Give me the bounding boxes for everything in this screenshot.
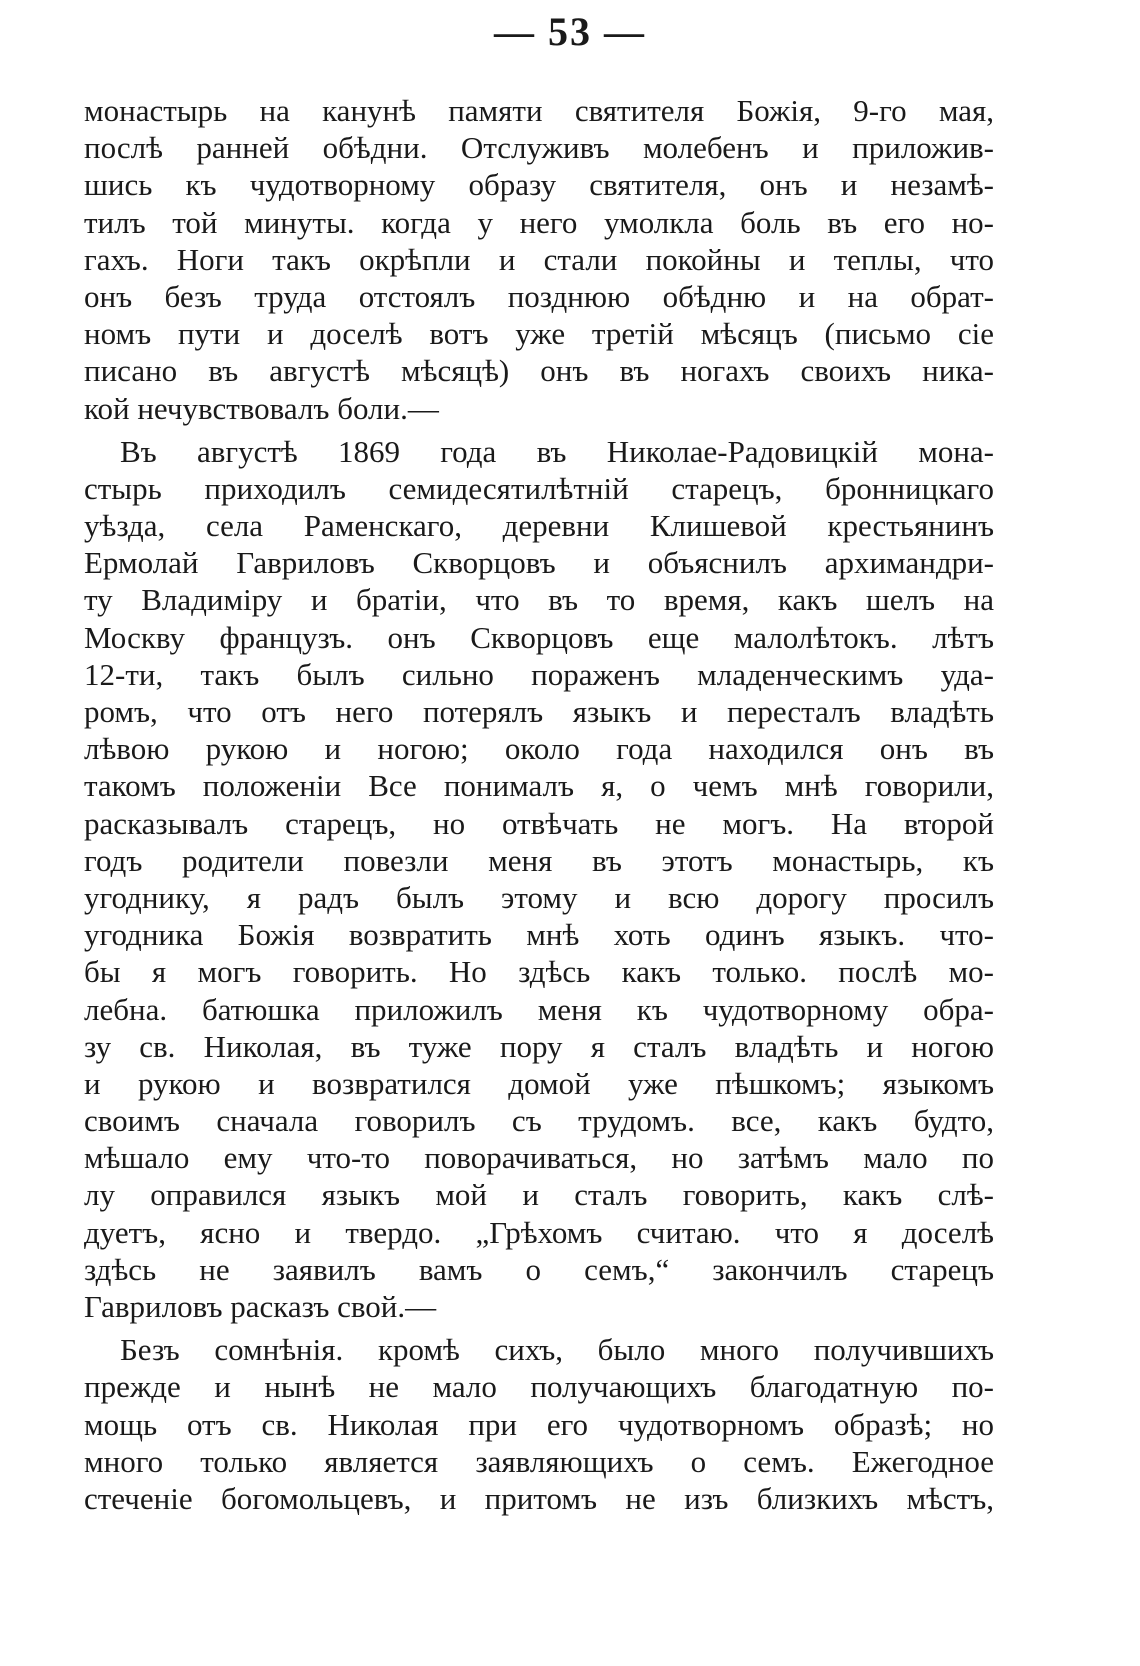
- text-line: мощь отъ св. Николая при его чудотворномъ образѣ; но: [84, 1406, 994, 1442]
- text-line: расказывалъ старецъ, но отвѣчать не могъ. На второй: [84, 805, 994, 841]
- text-line: лу оправился языкъ мой и сталъ говорить, какъ слѣ-: [84, 1177, 994, 1213]
- text-line: стырь приходилъ семидесятилѣтній старецъ, бронницкаго: [84, 470, 994, 506]
- text-line: Въ августѣ 1869 года въ Николае-Радовицкій мона-: [120, 433, 994, 469]
- text-line: лѣвою рукою и ногою; около года находился онъ въ: [84, 731, 994, 767]
- page-number: — 53 —: [494, 9, 646, 54]
- text-line: уѣзда, села Раменскаго, деревни Клишевой крестьянинъ: [84, 508, 994, 544]
- text-line: монастырь на канунѣ памяти святителя Божія, 9-го мая,: [84, 93, 994, 128]
- text-line: ту Владиміру и братіи, что въ то время, какъ шелъ на: [84, 582, 994, 618]
- body-text: [84, 92, 994, 1517]
- text-line: кой нечувствовалъ боли.—: [84, 390, 439, 426]
- text-line: угодника Божія возвратить мнѣ хоть одинъ языкъ. что-: [84, 917, 994, 953]
- text-line: бы я могъ говорить. Но здѣсь какъ только. послѣ мо-: [84, 954, 994, 990]
- text-line: Безъ сомнѣнія. кромѣ сихъ, было много получившихъ: [120, 1332, 994, 1368]
- text-line: гахъ. Ноги такъ окрѣпли и стали покойны и теплы, что: [84, 241, 994, 277]
- text-line: номъ пути и доселѣ вотъ уже третій мѣсяцъ (письмо сіе: [84, 316, 994, 352]
- paragraph-3: [84, 1331, 994, 1517]
- text-line: много только является заявляющихъ о семъ. Ежегодное: [84, 1443, 994, 1479]
- text-line: угоднику, я радъ былъ этому и всю дорогу просилъ: [84, 879, 994, 915]
- text-line: послѣ ранней обѣдни. Отслуживъ молебенъ и приложив-: [84, 130, 994, 166]
- text-line: прежде и нынѣ не мало получающихъ благодатную по-: [84, 1369, 994, 1405]
- text-line: 12-ти, такъ былъ сильно пораженъ младенческимъ уда-: [84, 656, 994, 692]
- text-line: шись къ чудотворному образу святителя, онъ и незамѣ-: [84, 167, 994, 203]
- text-line: писано въ августѣ мѣсяцѣ) онъ въ ногахъ своихъ ника-: [84, 353, 994, 389]
- text-line: мѣшало ему что-то поворачиваться, но затѣмъ мало по: [84, 1140, 994, 1176]
- text-line: Ермолай Гавриловъ Скворцовъ и объяснилъ архимандри-: [84, 545, 994, 581]
- text-line: лебна. батюшка приложилъ меня къ чудотворному обра-: [84, 991, 994, 1027]
- text-line: и рукою и возвратился домой уже пѣшкомъ; языкомъ: [84, 1065, 994, 1101]
- text-line: годъ родители повезли меня въ этотъ монастырь, къ: [84, 842, 994, 878]
- text-line: стеченіе богомольцевъ, и притомъ не изъ близкихъ мѣстъ,: [84, 1480, 994, 1516]
- text-line: зу св. Николая, въ туже пору я сталъ владѣть и ногою: [84, 1028, 994, 1064]
- text-line: Гавриловъ расказъ свой.—: [84, 1289, 437, 1324]
- text-line: тилъ той минуты. когда у него умолкла боль въ его но-: [84, 204, 994, 240]
- text-line: своимъ сначала говорилъ съ трудомъ. все, какъ будто,: [84, 1103, 994, 1139]
- text-line: здѣсь не заявилъ вамъ о семъ,“ закончилъ старецъ: [84, 1251, 994, 1287]
- text-line: ромъ, что отъ него потерялъ языкъ и пересталъ владѣть: [84, 694, 994, 729]
- paragraph-2: [84, 433, 994, 1326]
- text-line: такомъ положеніи Все понималъ я, о чемъ мнѣ говорили,: [84, 768, 994, 804]
- text-line: дуетъ, ясно и твердо. „Грѣхомъ считаю. что я доселѣ: [84, 1214, 994, 1250]
- text-line: Москву французъ. онъ Скворцовъ еще малолѣтокъ. лѣтъ: [84, 619, 994, 655]
- paragraph-1: [84, 92, 994, 427]
- text-line: онъ безъ труда отстоялъ позднюю обѣдню и на обрат-: [84, 278, 994, 314]
